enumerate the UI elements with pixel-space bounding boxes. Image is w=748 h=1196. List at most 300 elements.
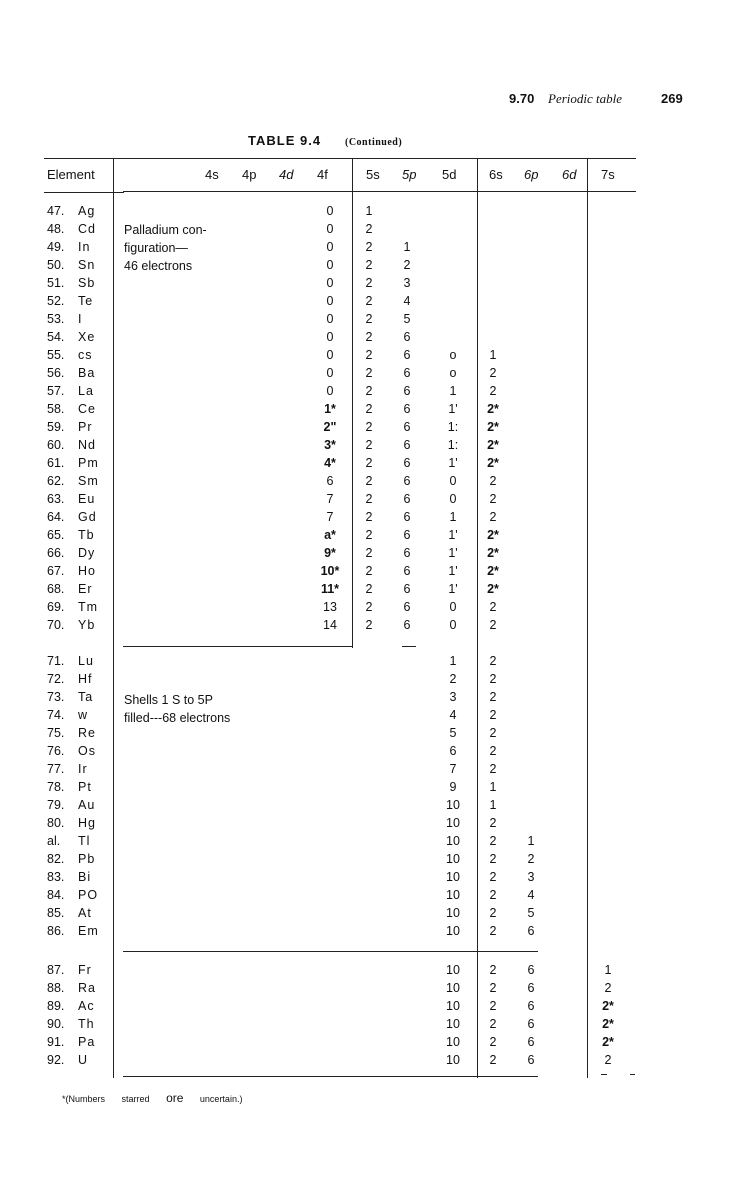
cell-s5: 2: [365, 294, 373, 308]
element-number: 80.: [47, 816, 65, 830]
cell-f4: 9*: [324, 546, 336, 560]
cell-p6: 6: [527, 924, 535, 938]
cell-f4: 0: [326, 276, 334, 290]
cell-d5: 1: [449, 384, 457, 398]
bottom-dash-1: [601, 1074, 607, 1075]
cell-s6: 2: [489, 999, 497, 1013]
element-symbol: Gd: [78, 510, 97, 524]
cell-p6: 1: [527, 834, 535, 848]
cell-s6: 2*: [487, 564, 499, 578]
cell-s6: 2: [489, 963, 497, 977]
table-row: [47, 868, 92, 886]
cell-d5: 1': [448, 582, 458, 596]
group-rule-1-tick: [402, 646, 416, 647]
section-number: 9.70: [509, 91, 535, 106]
cell-d5: 5: [449, 726, 457, 740]
cell-s6: 2: [489, 492, 497, 506]
cell-s6: 2*: [487, 438, 499, 452]
element-symbol: Bi: [78, 870, 92, 884]
table-row: [47, 454, 99, 472]
element-symbol: Tl: [78, 834, 91, 848]
element-number: 53.: [47, 312, 65, 326]
table-row: [47, 418, 93, 436]
element-number: 71.: [47, 654, 65, 668]
table-row: [47, 652, 94, 670]
cell-f4: 0: [326, 312, 334, 326]
table-row: [47, 382, 94, 400]
section-title: Periodic table: [548, 91, 623, 106]
element-number: 62.: [47, 474, 65, 488]
cell-s7: 2*: [602, 999, 614, 1013]
cell-s5: 2: [365, 222, 373, 236]
cell-f4: 4*: [324, 456, 336, 470]
cell-s5: 2: [365, 546, 373, 560]
element-number: 86.: [47, 924, 65, 938]
element-number: 56.: [47, 366, 65, 380]
cell-s6: 2: [489, 870, 497, 884]
cell-f4: 2": [323, 420, 337, 434]
cell-s6: 2: [489, 708, 497, 722]
cell-d5: 10: [446, 798, 460, 812]
group-rule-1: [123, 646, 353, 647]
table-row: [47, 220, 96, 238]
table-row: [47, 904, 92, 922]
cell-s6: 2: [489, 726, 497, 740]
table-row: [47, 961, 92, 979]
table-row: [47, 346, 93, 364]
table-row: [47, 328, 96, 346]
cell-s5: 2: [365, 276, 373, 290]
table-row: [47, 544, 96, 562]
cell-f4: 7: [326, 492, 334, 506]
col-header-6s: 6s: [489, 167, 503, 182]
cell-d5: 1: [449, 654, 457, 668]
cell-s6: 2: [489, 600, 497, 614]
cell-s5: 2: [365, 384, 373, 398]
table-row: [47, 796, 96, 814]
element-symbol: Ag: [78, 204, 96, 218]
element-symbol: Ho: [78, 564, 96, 578]
element-symbol: Sm: [78, 474, 99, 488]
cell-s5: 2: [365, 618, 373, 632]
cell-p5: 1: [403, 240, 411, 254]
element-number: 68.: [47, 582, 65, 596]
table-row: [47, 436, 96, 454]
table-row: [47, 616, 96, 634]
bottom-dash-2: [630, 1074, 635, 1075]
element-number: 55.: [47, 348, 65, 362]
cell-p5: 6: [403, 456, 411, 470]
element-number: 91.: [47, 1035, 65, 1049]
element-symbol: Sn: [78, 258, 96, 272]
cell-p5: 6: [403, 510, 411, 524]
cell-d5: 10: [446, 999, 460, 1013]
cell-d5: 0: [449, 492, 457, 506]
cell-d5: 10: [446, 870, 460, 884]
cell-s6: 2: [489, 762, 497, 776]
cell-d5: 10: [446, 1035, 460, 1049]
cell-p5: 6: [403, 384, 411, 398]
cell-p6: 6: [527, 1017, 535, 1031]
element-number: 73.: [47, 690, 65, 704]
palladium-note-line-2: figuration—: [124, 241, 188, 255]
cell-s6: 2: [489, 654, 497, 668]
element-symbol: Tm: [78, 600, 99, 614]
element-symbol: Pr: [78, 420, 93, 434]
element-number: 52.: [47, 294, 65, 308]
cell-p6: 6: [527, 999, 535, 1013]
element-number: 51.: [47, 276, 65, 290]
group-rule-2: [123, 951, 538, 952]
element-number: 72.: [47, 672, 65, 686]
table-row: [47, 274, 96, 292]
cell-d5: o: [449, 366, 457, 380]
element-number: 60.: [47, 438, 65, 452]
element-symbol: I: [78, 312, 83, 326]
table-row: [47, 724, 96, 742]
element-symbol: At: [78, 906, 92, 920]
table-row: [47, 850, 96, 868]
cell-p5: 6: [403, 330, 411, 344]
col-header-4s: 4s: [205, 167, 219, 182]
element-number: 65.: [47, 528, 65, 542]
cell-f4: 6: [326, 474, 334, 488]
table-title: TABLE 9.4: [248, 133, 322, 148]
footnote-word-4: uncertain.): [199, 1094, 243, 1104]
element-symbol: Xe: [78, 330, 96, 344]
cell-p6: 3: [527, 870, 535, 884]
cell-p6: 6: [527, 1053, 535, 1067]
element-number: 50.: [47, 258, 65, 272]
cell-p5: 3: [403, 276, 411, 290]
table-row: [47, 760, 88, 778]
cell-p5: 6: [403, 528, 411, 542]
cell-p6: 6: [527, 1035, 535, 1049]
cell-d5: 1:: [447, 438, 459, 452]
element-symbol: Em: [78, 924, 99, 938]
cell-s5: 2: [365, 438, 373, 452]
element-number: 74.: [47, 708, 65, 722]
cell-s6: 2*: [487, 528, 499, 542]
header-rule-element: [44, 192, 124, 193]
element-column-rule: [113, 158, 114, 1078]
element-symbol: Lu: [78, 654, 94, 668]
col-header-6p: 6p: [524, 167, 539, 182]
table-row: [47, 997, 95, 1015]
element-number: 47.: [47, 204, 65, 218]
cell-s6: 2: [489, 690, 497, 704]
table-row: [47, 562, 96, 580]
table-row: [47, 508, 97, 526]
cell-p6: 5: [527, 906, 535, 920]
palladium-note-line-3: 46 electrons: [124, 259, 193, 273]
palladium-note: [124, 221, 207, 275]
cell-d5: 6: [449, 744, 457, 758]
cell-s5: 2: [365, 474, 373, 488]
cell-s6: 2: [489, 1053, 497, 1067]
cell-s5: 2: [365, 528, 373, 542]
cell-s6: 2: [489, 981, 497, 995]
cell-s5: 2: [365, 330, 373, 344]
element-number: 70.: [47, 618, 65, 632]
element-number: 88.: [47, 981, 65, 995]
table-row: [47, 688, 94, 706]
cell-f4: 10*: [320, 564, 340, 578]
col-header-4p: 4p: [242, 167, 257, 182]
table-row: [47, 400, 96, 418]
element-number: 76.: [47, 744, 65, 758]
cell-p5: 6: [403, 402, 411, 416]
element-symbol: U: [78, 1053, 89, 1067]
cell-p5: 5: [403, 312, 411, 326]
element-number: 59.: [47, 420, 65, 434]
cell-s7: 2*: [602, 1017, 614, 1031]
cell-p5: 6: [403, 492, 411, 506]
cell-d5: 1': [448, 456, 458, 470]
col-header-4d: 4d: [279, 167, 294, 182]
cell-f4: 13: [323, 600, 337, 614]
cell-s7: 2: [604, 1053, 612, 1067]
cell-p6: 6: [527, 963, 535, 977]
cell-s6: 2: [489, 384, 497, 398]
col-header-5p: 5p: [402, 167, 417, 182]
cell-f4: 1*: [324, 402, 336, 416]
cell-d5: 10: [446, 852, 460, 866]
cell-d5: 10: [446, 963, 460, 977]
table-row: [47, 202, 96, 220]
table-row: [47, 670, 93, 688]
element-symbol: Hf: [78, 672, 93, 686]
cell-s5: 1: [365, 204, 373, 218]
cell-d5: 10: [446, 981, 460, 995]
col-header-5d: 5d: [442, 167, 457, 182]
element-number: 82.: [47, 852, 65, 866]
cell-s7: 2: [604, 981, 612, 995]
cell-f4: 11*: [320, 582, 340, 596]
cell-f4: 0: [326, 294, 334, 308]
col-rule-6d: [587, 158, 588, 1078]
cell-s6: 2*: [487, 420, 499, 434]
cell-s6: 2: [489, 366, 497, 380]
table-row: [47, 886, 99, 904]
cell-s6: 2: [489, 1035, 497, 1049]
cell-p5: 6: [403, 366, 411, 380]
cell-s5: 2: [365, 312, 373, 326]
cell-s6: 2*: [487, 402, 499, 416]
element-symbol: Ac: [78, 999, 95, 1013]
cell-p6: 6: [527, 981, 535, 995]
element-number: 48.: [47, 222, 65, 236]
cell-f4: 0: [326, 366, 334, 380]
element-symbol: cs: [78, 348, 93, 362]
element-number: 64.: [47, 510, 65, 524]
cell-s6: 2: [489, 1017, 497, 1031]
element-number: 54.: [47, 330, 65, 344]
element-symbol: Eu: [78, 492, 96, 506]
cell-p5: 6: [403, 564, 411, 578]
element-symbol: Ba: [78, 366, 96, 380]
element-symbol: Fr: [78, 963, 92, 977]
cell-s6: 2: [489, 474, 497, 488]
table-row: [47, 1051, 89, 1069]
element-symbol: La: [78, 384, 94, 398]
cell-d5: 10: [446, 924, 460, 938]
cell-d5: 9: [449, 780, 457, 794]
table-row: [47, 706, 89, 724]
element-symbol: Er: [78, 582, 93, 596]
shells-note: [124, 691, 230, 727]
cell-d5: 1': [448, 546, 458, 560]
element-number: 66.: [47, 546, 65, 560]
cell-f4: 14: [323, 618, 337, 632]
table-row: [47, 1033, 96, 1051]
cell-p5: 6: [403, 348, 411, 362]
table-row: [47, 778, 92, 796]
element-number: 75.: [47, 726, 65, 740]
table-row: [47, 238, 91, 256]
cell-s5: 2: [365, 600, 373, 614]
cell-s5: 2: [365, 492, 373, 506]
col-header-4f: 4f: [317, 167, 328, 182]
cell-d5: 10: [446, 1017, 460, 1031]
cell-d5: 0: [449, 618, 457, 632]
cell-d5: 10: [446, 888, 460, 902]
cell-s6: 2: [489, 744, 497, 758]
element-symbol: Ir: [78, 762, 88, 776]
element-number: 89.: [47, 999, 65, 1013]
cell-p5: 2: [403, 258, 411, 272]
cell-d5: 1: [449, 510, 457, 524]
cell-s6: 2: [489, 888, 497, 902]
element-number: 92.: [47, 1053, 65, 1067]
table-row: [47, 292, 94, 310]
cell-s6: 2: [489, 510, 497, 524]
element-symbol: Pa: [78, 1035, 96, 1049]
element-symbol: Yb: [78, 618, 96, 632]
cell-f4: 0: [326, 384, 334, 398]
table-row: [47, 598, 99, 616]
cell-d5: 3: [449, 690, 457, 704]
element-symbol: w: [78, 708, 89, 722]
col-header-7s: 7s: [601, 167, 615, 182]
table-row: [47, 472, 99, 490]
table-row: [47, 979, 96, 997]
table-row: [47, 526, 95, 544]
element-number: 67.: [47, 564, 65, 578]
element-symbol: Pt: [78, 780, 92, 794]
cell-s5: 2: [365, 582, 373, 596]
cell-p5: 6: [403, 600, 411, 614]
page-number: 269: [661, 91, 683, 106]
table-row: [47, 742, 96, 760]
element-symbol: PO: [78, 888, 99, 902]
cell-d5: 1': [448, 564, 458, 578]
element-number: 83.: [47, 870, 65, 884]
element-symbol: Tb: [78, 528, 95, 542]
cell-s5: 2: [365, 420, 373, 434]
cell-d5: 2: [449, 672, 457, 686]
cell-s5: 2: [365, 348, 373, 362]
element-symbol: Ta: [78, 690, 94, 704]
col-rule-5d: [477, 158, 478, 1078]
shells-note-line-2: filled---68 electrons: [124, 711, 231, 725]
cell-s7: 1: [604, 963, 612, 977]
cell-s6: 2*: [487, 456, 499, 470]
cell-d5: 10: [446, 906, 460, 920]
cell-p5: 4: [403, 294, 411, 308]
element-symbol: Ra: [78, 981, 96, 995]
table-row: [47, 832, 91, 850]
cell-f4: 7: [326, 510, 334, 524]
cell-s6: 2: [489, 834, 497, 848]
cell-s6: 2*: [487, 546, 499, 560]
element-number: 61.: [47, 456, 65, 470]
element-symbol: Cd: [78, 222, 96, 236]
element-symbol: Pb: [78, 852, 96, 866]
element-symbol: Nd: [78, 438, 96, 452]
cell-s5: 2: [365, 240, 373, 254]
col-header-6d: 6d: [562, 167, 577, 182]
cell-d5: 1': [448, 528, 458, 542]
cell-p5: 6: [403, 420, 411, 434]
element-number: 85.: [47, 906, 65, 920]
cell-p6: 4: [527, 888, 535, 902]
palladium-note-line-1: Palladium con-: [124, 223, 207, 237]
cell-d5: o: [449, 348, 457, 362]
table-row: [47, 922, 99, 940]
cell-f4: 0: [326, 258, 334, 272]
cell-s6: 1: [489, 780, 497, 794]
cell-s6: 2: [489, 924, 497, 938]
cell-s5: 2: [365, 402, 373, 416]
cell-s5: 2: [365, 366, 373, 380]
element-number: 63.: [47, 492, 65, 506]
table-row: [47, 310, 83, 328]
element-symbol: Dy: [78, 546, 96, 560]
cell-s6: 2: [489, 906, 497, 920]
cell-p6: 2: [527, 852, 535, 866]
table-row: [47, 490, 96, 508]
element-symbol: In: [78, 240, 91, 254]
cell-p5: 6: [403, 618, 411, 632]
cell-s5: 2: [365, 456, 373, 470]
element-symbol: Ce: [78, 402, 96, 416]
element-number: 69.: [47, 600, 65, 614]
cell-d5: 10: [446, 834, 460, 848]
element-number: 77.: [47, 762, 65, 776]
header-rule: [123, 191, 636, 192]
element-number: 57.: [47, 384, 65, 398]
cell-s6: 2: [489, 618, 497, 632]
table-top-rule: [44, 158, 636, 159]
element-number: 78.: [47, 780, 65, 794]
footnote: [62, 1091, 256, 1105]
col-header-5s: 5s: [366, 167, 380, 182]
cell-d5: 0: [449, 474, 457, 488]
cell-f4: 0: [326, 204, 334, 218]
cell-f4: 0: [326, 222, 334, 236]
element-symbol: Sb: [78, 276, 96, 290]
cell-d5: 1:: [447, 420, 459, 434]
cell-d5: 10: [446, 1053, 460, 1067]
element-symbol: Th: [78, 1017, 95, 1031]
table-row: [47, 256, 96, 274]
element-number: al.: [47, 834, 61, 848]
table-row: [47, 814, 96, 832]
cell-s6: 1: [489, 348, 497, 362]
cell-f4: a*: [324, 528, 336, 542]
cell-f4: 0: [326, 348, 334, 362]
